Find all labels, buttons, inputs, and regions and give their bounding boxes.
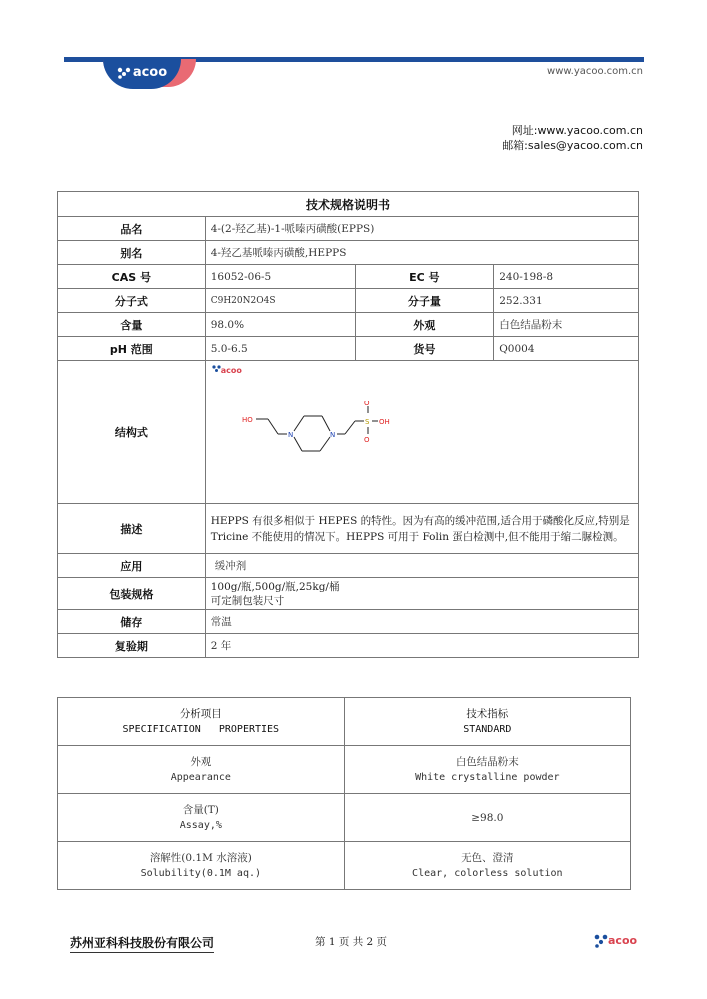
contact-website[interactable]: 网址:www.yacoo.com.cn <box>511 124 643 137</box>
formula-label: 分子式 <box>58 289 206 313</box>
cas-value: 16052-06-5 <box>205 265 355 289</box>
standard-col2-header <box>344 698 630 746</box>
table-row <box>58 794 631 842</box>
atom-oh-left: HO <box>241 416 253 424</box>
epps-structure-diagram <box>242 401 392 461</box>
standard-item: 含量(T) Assay,% <box>58 794 345 842</box>
standard-col1-cn: 分析项目 <box>179 707 222 720</box>
retest-value: 2 年 <box>205 634 638 658</box>
storage-label: 储存 <box>58 610 206 634</box>
item-no-value: Q0004 <box>494 337 639 361</box>
alias-label: 别名 <box>58 241 206 265</box>
application-value: 缓冲剂 <box>205 554 638 578</box>
appearance-label: 外观 <box>355 313 494 337</box>
package-line-1: 100g/瓶,500g/瓶,25kg/桶 <box>210 580 340 593</box>
table-row <box>58 842 631 890</box>
mw-value: 252.331 <box>494 289 639 313</box>
footer-logo-mark-icon <box>594 934 608 948</box>
package-value <box>205 578 638 610</box>
atom-n2: N <box>329 431 335 439</box>
standard-item: 溶解性(0.1M 水溶液) Solubility(0.1M aq.) <box>58 842 345 890</box>
retest-label: 复验期 <box>58 634 206 658</box>
ec-value: 240-198-8 <box>494 265 639 289</box>
application-label: 应用 <box>58 554 206 578</box>
formula-value: C9H20N2O4S <box>205 289 355 313</box>
standard-col2-en: STANDARD <box>463 723 512 735</box>
structure-cell <box>205 361 638 504</box>
standard-table <box>57 697 631 890</box>
atom-o-bottom: O <box>363 436 370 444</box>
atom-n1: N <box>287 431 293 439</box>
standard-value: 白色结晶粉末 White crystalline powder <box>344 746 630 794</box>
package-label: 包装规格 <box>58 578 206 610</box>
standard-col1-header <box>58 698 345 746</box>
atom-s: S <box>364 418 370 426</box>
standard-item: 外观 Appearance <box>58 746 345 794</box>
footer-page-number: 第 1 页 共 2 页 <box>315 936 388 948</box>
product-name-label: 品名 <box>58 217 206 241</box>
alias-value: 4-羟乙基哌嗪丙磺酸,HEPPS <box>205 241 638 265</box>
header-logo-text: acoo <box>132 65 168 80</box>
item-no-label: 货号 <box>355 337 494 361</box>
storage-value: 常温 <box>205 610 638 634</box>
appearance-value: 白色结晶粉末 <box>494 313 639 337</box>
ph-value: 5.0-6.5 <box>205 337 355 361</box>
standard-value: ≥98.0 <box>344 794 630 842</box>
standard-col2-cn: 技术指标 <box>466 707 509 720</box>
header-website[interactable]: www.yacoo.com.cn <box>547 66 643 77</box>
logo-mark-icon <box>117 67 131 79</box>
package-line-2: 可定制包装尺寸 <box>210 594 285 607</box>
atom-o-top: O <box>363 401 370 407</box>
mw-label: 分子量 <box>355 289 494 313</box>
structure-label: 结构式 <box>58 361 206 504</box>
footer-logo: acoo <box>594 934 637 948</box>
content-label: 含量 <box>58 313 206 337</box>
standard-col1-en: SPECIFICATION PROPERTIES <box>122 723 280 735</box>
ec-label: EC 号 <box>355 265 494 289</box>
structure-logo-mark-icon <box>212 365 221 373</box>
footer-company: 苏州亚科科技股份有限公司 <box>70 934 214 953</box>
contact-email[interactable]: 邮箱:sales@yacoo.com.cn <box>502 139 643 152</box>
description-label: 描述 <box>58 504 206 554</box>
spec-table <box>57 191 639 658</box>
spec-title: 技术规格说明书 <box>58 192 639 217</box>
cas-label: CAS 号 <box>58 265 206 289</box>
standard-value: 无色、澄清 Clear, colorless solution <box>344 842 630 890</box>
structure-logo: acoo <box>212 365 242 375</box>
content-value: 98.0% <box>205 313 355 337</box>
description-value: HEPPS 有很多相似于 HEPES 的特性。因为有高的缓冲范围,适合用于磷酸化反应,特别是 Tricine 不能使用的情况下。HEPPS 可用于 Folin 蛋白检测中,但不能用于缩二脲检测。 <box>205 504 638 554</box>
table-row <box>58 746 631 794</box>
atom-oh-right: OH <box>378 418 390 426</box>
ph-label: pH 范围 <box>58 337 206 361</box>
product-name-value: 4-(2-羟乙基)-1-哌嗪丙磺酸(EPPS) <box>205 217 638 241</box>
